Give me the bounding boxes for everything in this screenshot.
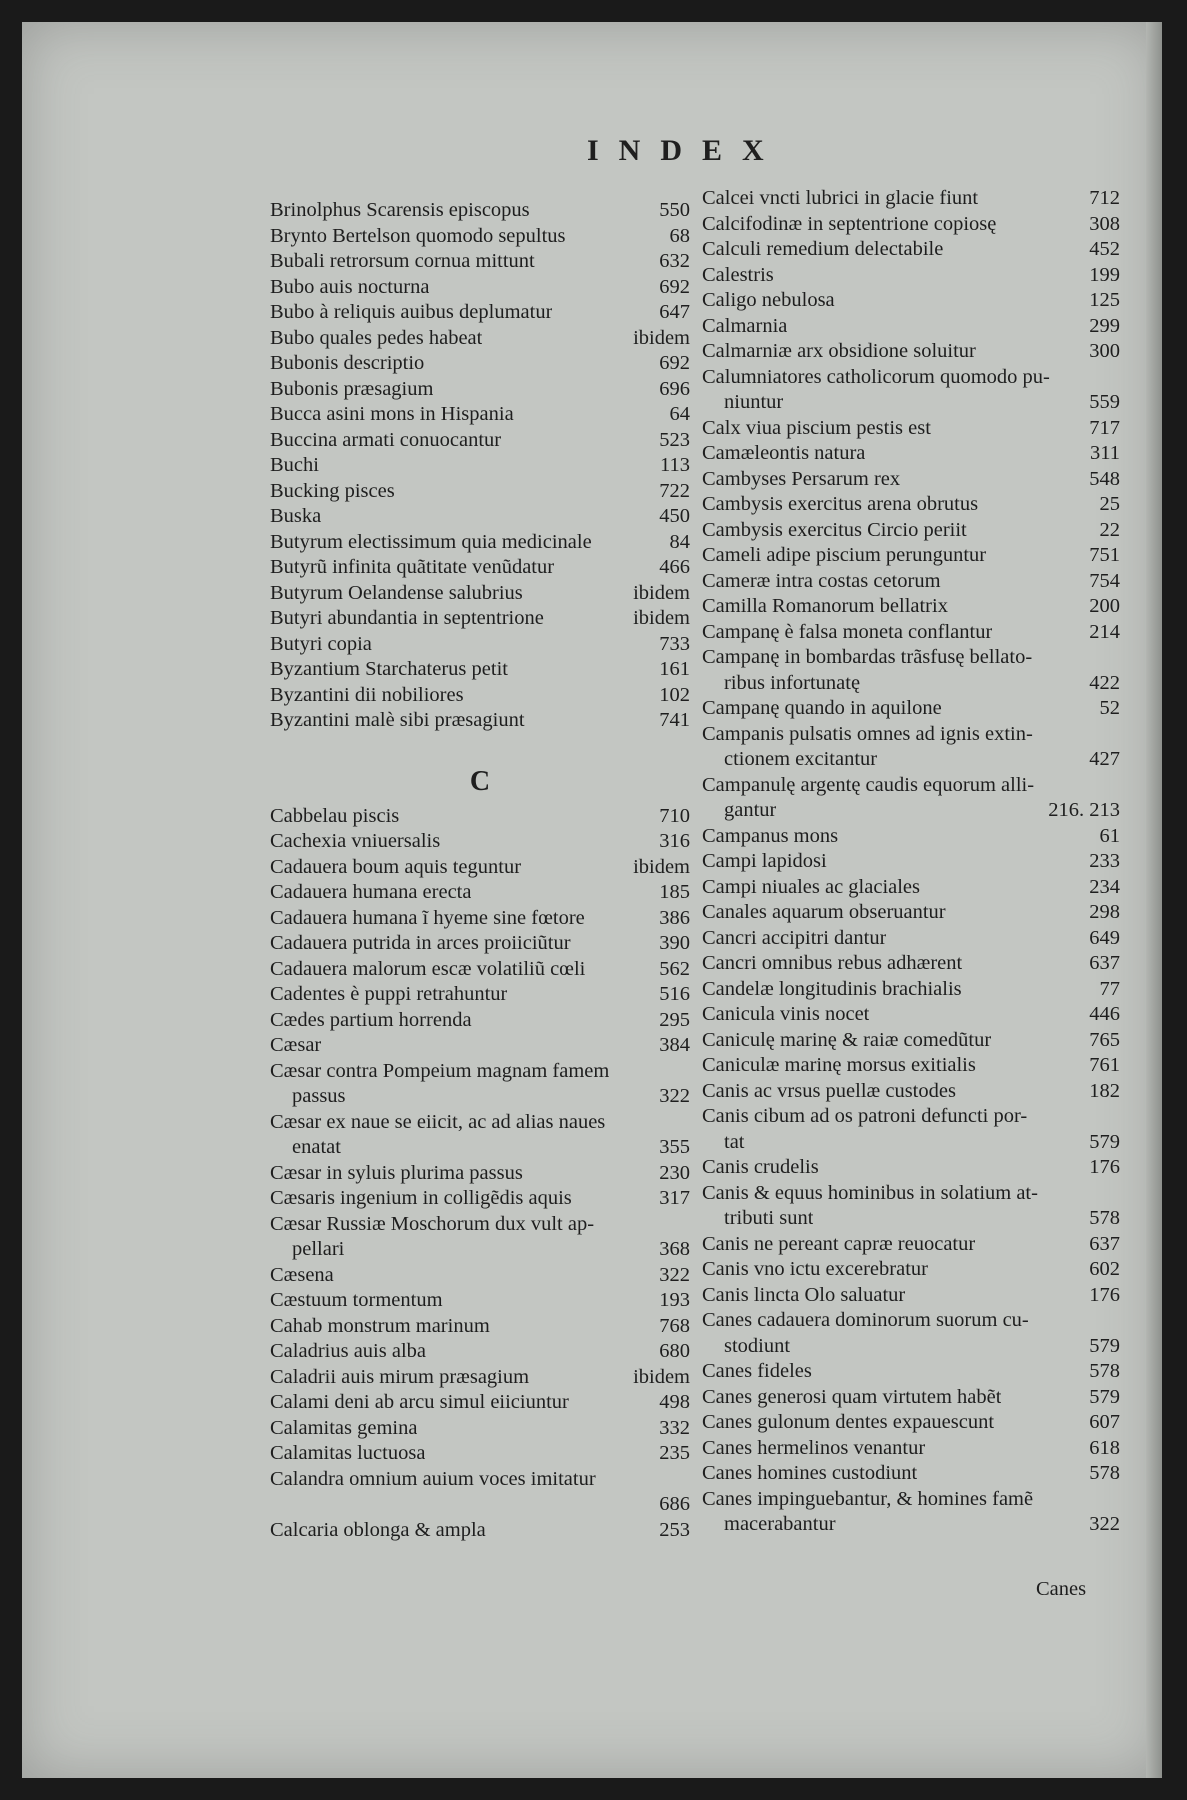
entry-text: Cæsar contra Pompeium magnam famem (270, 1059, 610, 1082)
entry-page: 578 (1089, 1207, 1120, 1229)
entry-page: 176 (1089, 1156, 1120, 1178)
entry-page: 214 (1089, 620, 1120, 643)
entry-text-continued: enatat (292, 1136, 341, 1158)
entry-text: Cadauera humana ĩ hyeme sine fœtore (270, 906, 585, 929)
entry-text: Cambysis exercitus Circio periit (702, 518, 967, 541)
entry-page: 64 (669, 403, 690, 425)
index-entry (702, 824, 1120, 850)
entry-text: Campanę è falsa moneta conflantur (702, 620, 993, 643)
index-entry (702, 620, 1120, 646)
entry-page: 176 (1089, 1283, 1120, 1306)
entry-page: ibidem (633, 855, 690, 878)
entry-page: 765 (1089, 1028, 1120, 1051)
entry-text: Cadauera putrida in arces proiiciũtur (270, 932, 571, 954)
index-entry (702, 900, 1120, 926)
entry-page: 322 (1089, 1513, 1120, 1535)
index-entry (702, 288, 1120, 314)
index-entry (702, 696, 1120, 722)
entry-page: 235 (659, 1442, 690, 1464)
entry-text: Cæsar in syluis plurima passus (270, 1161, 523, 1184)
entry-text: Caladrius auis alba (270, 1340, 426, 1362)
entry-text: Cambyses Persarum rex (702, 467, 901, 490)
index-entry (702, 926, 1120, 952)
entry-text: Campi niuales ac glaciales (702, 875, 921, 898)
index-entry (270, 1059, 690, 1110)
entry-page: 322 (659, 1085, 690, 1107)
entry-text: Butyri abundantia in septentrione (270, 607, 544, 629)
entry-page: 692 (659, 352, 690, 374)
entry-page: 450 (659, 505, 690, 527)
entry-text: Bucking pisces (270, 479, 395, 502)
entry-text: Campanę in bombardas trãsfusę bellato- (702, 646, 1033, 668)
entry-text: Brinolphus Scarensis episcopus (270, 199, 530, 221)
index-entry (270, 829, 690, 855)
entry-text-continued: stodiunt (724, 1334, 791, 1357)
entry-page: 452 (1089, 238, 1120, 260)
index-entry (702, 1359, 1120, 1385)
entry-text: Bubo quales pedes habeat (270, 326, 483, 349)
entry-text: Canis lincta Olo saluatur (702, 1283, 906, 1306)
entry-text: Calandra omnium auium voces imitatur (270, 1467, 596, 1490)
entry-text: Calcaria oblonga & ampla (270, 1518, 486, 1541)
entry-page: 751 (1089, 544, 1120, 566)
entry-page: 61 (1099, 824, 1120, 847)
index-entry (270, 530, 690, 556)
index-entry (270, 479, 690, 505)
page-header: INDEX (587, 134, 784, 167)
index-entry (702, 1028, 1120, 1054)
entry-page: 68 (669, 224, 690, 247)
entry-text: Cambysis exercitus arena obrutus (702, 493, 979, 515)
entry-text: Calculi remedium delectabile (702, 238, 944, 260)
entry-page: 647 (659, 301, 690, 323)
entry-text-continued: passus (292, 1085, 346, 1107)
entry-page: 25 (1099, 493, 1120, 515)
book-page (22, 22, 1162, 1778)
entry-text: Canes homines custodiunt (702, 1462, 918, 1484)
index-entry (702, 1283, 1120, 1309)
entry-page: 422 (1089, 671, 1120, 694)
entry-page: 692 (659, 275, 690, 298)
index-entry (270, 957, 690, 983)
index-entry (270, 275, 690, 301)
entry-text: Canes generosi quam virtutem habẽt (702, 1385, 1002, 1408)
entry-page: 637 (1089, 1232, 1120, 1255)
index-entry (702, 543, 1120, 569)
entry-text: Cahab monstrum marinum (270, 1314, 490, 1337)
index-entry (270, 300, 690, 326)
entry-page: ibidem (633, 607, 690, 629)
index-entry (702, 875, 1120, 901)
index-entry (270, 1161, 690, 1187)
index-entry (270, 1441, 690, 1467)
entry-text-continued: macerabantur (724, 1513, 836, 1535)
entry-text: Canicula vinis nocet (702, 1003, 870, 1025)
index-entry (270, 1467, 690, 1518)
entry-text: Byzantini dii nobiliores (270, 683, 464, 706)
entry-text: Calamitas gemina (270, 1416, 418, 1439)
entry-text: Canes fideles (702, 1360, 812, 1382)
index-column-right (702, 186, 1120, 1538)
entry-page: 182 (1089, 1079, 1120, 1102)
index-entry (702, 416, 1120, 442)
index-entry (270, 1263, 690, 1289)
entry-page: 649 (1089, 926, 1120, 949)
index-entry (270, 377, 690, 403)
entry-text: Canis ac vrsus puellæ custodes (702, 1079, 956, 1102)
entry-page: 125 (1089, 289, 1120, 311)
index-entry (270, 326, 690, 352)
index-entry (702, 594, 1120, 620)
index-entry (270, 402, 690, 428)
entry-text: Calami deni ab arcu simul eiiciuntur (270, 1391, 569, 1413)
index-entry (270, 1390, 690, 1416)
entry-text: Cæsaris ingenium in colligẽdis aquis (270, 1187, 572, 1209)
index-entry (702, 186, 1120, 212)
entry-text: Butyrũ infinita quãtitate venũdatur (270, 556, 555, 578)
entry-text: Calcifodinæ in septentrione copiosę (702, 212, 997, 235)
entry-page: 311 (1090, 442, 1120, 464)
entry-page: 562 (659, 957, 690, 980)
entry-text: Cancri accipitri dantur (702, 926, 887, 949)
entry-page: 754 (1089, 569, 1120, 592)
index-entry (270, 1110, 690, 1161)
section-letter: C (469, 765, 491, 797)
entry-text: Calestris (702, 263, 774, 286)
entry-page: 602 (1089, 1258, 1120, 1280)
entry-text: Canes cadauera dominorum suorum cu- (702, 1309, 1029, 1331)
entry-page: 113 (660, 454, 690, 476)
index-entry (702, 1436, 1120, 1462)
entry-text: Bubo à reliquis auibus deplumatur (270, 301, 553, 323)
entry-text-continued: gantur (724, 799, 777, 821)
index-entry (702, 1308, 1120, 1359)
index-entry (270, 804, 690, 830)
entry-page: 733 (659, 632, 690, 655)
index-entry (702, 849, 1120, 875)
index-entry (702, 1104, 1120, 1155)
index-entry (270, 1365, 690, 1391)
entry-page: 185 (659, 881, 690, 903)
entry-page: 427 (1089, 748, 1120, 770)
index-entry (270, 683, 690, 709)
index-entry (270, 632, 690, 658)
entry-text: Canis cibum ad os patroni defuncti por- (702, 1105, 1028, 1127)
entry-page: 390 (659, 932, 690, 954)
index-entry (270, 249, 690, 275)
entry-text-continued: niuntur (724, 391, 784, 413)
entry-text: Cachexia vniuersalis (270, 830, 441, 852)
index-entry (702, 722, 1120, 773)
entry-page: 384 (659, 1034, 690, 1056)
entry-page: 386 (659, 906, 690, 929)
entry-page: 578 (1089, 1360, 1120, 1382)
entry-page: 516 (659, 983, 690, 1005)
entry-text: Canis & equus hominibus in solatium at- (702, 1181, 1038, 1204)
entry-page: 550 (659, 199, 690, 221)
index-entry (270, 351, 690, 377)
index-entry (270, 1416, 690, 1442)
entry-page: 161 (659, 658, 690, 680)
entry-page: 322 (659, 1263, 690, 1286)
index-entry (702, 569, 1120, 595)
entry-text: Cabbelau piscis (270, 804, 400, 827)
index-entry (702, 645, 1120, 696)
entry-text: Campanus mons (702, 824, 839, 847)
entry-text: Camæleontis natura (702, 442, 866, 464)
index-entry (702, 951, 1120, 977)
index-entry (270, 1314, 690, 1340)
entry-page: 446 (1089, 1003, 1120, 1025)
entry-text: Caniculæ marinę morsus exitialis (702, 1054, 976, 1076)
entry-text: Calx viua piscium pestis est (702, 416, 931, 439)
entry-page: 579 (1089, 1130, 1120, 1153)
entry-text: Byzantini malè sibi præsagiunt (270, 709, 525, 731)
entry-text: Bubo auis nocturna (270, 275, 430, 298)
index-entry (270, 453, 690, 479)
index-entry (702, 773, 1120, 824)
index-entry (270, 1518, 690, 1544)
entry-text: Campanis pulsatis omnes ad ignis extin- (702, 722, 1033, 745)
index-entry (270, 982, 690, 1008)
index-entry (270, 555, 690, 581)
index-entry (702, 1181, 1120, 1232)
index-entry (270, 855, 690, 881)
entry-page: ibidem (633, 581, 690, 604)
index-entry (270, 657, 690, 683)
entry-text-continued: pellari (292, 1238, 345, 1260)
entry-page: 578 (1089, 1462, 1120, 1484)
index-entry (270, 198, 690, 224)
entry-text: Cæsar ex naue se eiicit, ac ad alias naues (270, 1110, 606, 1133)
entry-page: 77 (1099, 977, 1120, 1000)
entry-text: Campanulę argentę caudis equorum alli- (702, 773, 1035, 796)
index-entry (270, 1339, 690, 1365)
index-entry (702, 1410, 1120, 1436)
entry-page: 710 (659, 804, 690, 827)
entry-page: 234 (1089, 875, 1120, 898)
entry-page: 299 (1089, 314, 1120, 337)
entry-page: 579 (1089, 1385, 1120, 1408)
index-entry (270, 224, 690, 250)
entry-page: 761 (1089, 1054, 1120, 1076)
entry-text: Campi lapidosi (702, 850, 827, 872)
entry-page: 300 (1089, 340, 1120, 362)
index-entry (702, 977, 1120, 1003)
entry-text: Canis ne pereant capræ reuocatur (702, 1232, 976, 1255)
index-entry (270, 708, 690, 734)
entry-page: 308 (1089, 212, 1120, 235)
index-entry (702, 1232, 1120, 1258)
entry-text: Canis vno ictu excerebratur (702, 1258, 928, 1280)
index-entry (702, 467, 1120, 493)
entry-page: 316 (659, 830, 690, 852)
entry-text: Buchi (270, 454, 319, 476)
entry-page: ibidem (633, 326, 690, 349)
index-entry (702, 1257, 1120, 1283)
index-entry (702, 212, 1120, 238)
entry-page: 193 (659, 1289, 690, 1311)
entry-text-continued: ribus infortunatę (724, 671, 861, 694)
index-entry (702, 1155, 1120, 1181)
entry-page: 637 (1089, 952, 1120, 974)
entry-page: 332 (659, 1416, 690, 1439)
entry-text: Candelæ longitudinis brachialis (702, 977, 962, 1000)
entry-text: Canes gulonum dentes expauescunt (702, 1411, 995, 1433)
entry-page: 680 (659, 1340, 690, 1362)
entry-page: 355 (659, 1136, 690, 1158)
entry-page: 579 (1089, 1334, 1120, 1357)
entry-text: Calcei vncti lubrici in glacie fiunt (702, 187, 979, 209)
index-entry (270, 1212, 690, 1263)
index-entry (270, 906, 690, 932)
entry-text: Canales aquarum obseruantur (702, 901, 946, 923)
entry-text: Byzantium Starchaterus petit (270, 658, 508, 680)
index-entry (270, 880, 690, 906)
entry-text-continued: ctionem excitantur (724, 748, 878, 770)
index-entry (702, 492, 1120, 518)
index-entry (702, 441, 1120, 467)
entry-text: Cæstuum tormentum (270, 1289, 443, 1311)
entry-text: Camilla Romanorum bellatrix (702, 595, 948, 617)
entry-text: Calmarniæ arx obsidione soluitur (702, 340, 976, 362)
entry-text: Campanę quando in aquilone (702, 697, 942, 719)
entry-page: 523 (659, 428, 690, 451)
index-entry (270, 1186, 690, 1212)
entry-text: Buska (270, 505, 322, 527)
index-entry (270, 1288, 690, 1314)
entry-page: 768 (659, 1314, 690, 1337)
index-entry (702, 237, 1120, 263)
index-entry (702, 263, 1120, 289)
index-entry (702, 1385, 1120, 1411)
entry-text: Butyrum Oelandense salubrius (270, 581, 523, 604)
index-entry (702, 1002, 1120, 1028)
index-entry (270, 428, 690, 454)
entry-page: 618 (1089, 1436, 1120, 1459)
entry-text-continued: tributi sunt (724, 1207, 814, 1229)
entry-text: Cameli adipe piscium perunguntur (702, 544, 987, 566)
entry-text: Calumniatores catholicorum quomodo pu- (702, 365, 1050, 388)
entry-page: 559 (1089, 391, 1120, 413)
index-entry (702, 314, 1120, 340)
index-entry (702, 339, 1120, 365)
entry-page: 607 (1089, 1411, 1120, 1433)
entry-page: 253 (659, 1518, 690, 1541)
index-column-left (270, 198, 690, 1543)
entry-page: 498 (659, 1391, 690, 1413)
entry-text: Caligo nebulosa (702, 289, 835, 311)
entry-text: Bubonis descriptio (270, 352, 425, 374)
entry-page: 466 (659, 556, 690, 578)
entry-page: 696 (659, 377, 690, 400)
entry-text: Bubonis præsagium (270, 377, 434, 400)
entry-text: Caladrii auis mirum præsagium (270, 1365, 530, 1388)
index-entry (270, 606, 690, 632)
entry-page: 741 (659, 709, 690, 731)
entry-page: 317 (659, 1187, 690, 1209)
entry-page: ibidem (633, 1365, 690, 1388)
entry-page: 632 (659, 250, 690, 272)
entry-page: 722 (659, 479, 690, 502)
entry-text: Cadentes è puppi retrahuntur (270, 983, 508, 1005)
entry-page: 22 (1099, 518, 1120, 541)
entry-page: 233 (1089, 850, 1120, 872)
entry-text: Canis crudelis (702, 1156, 819, 1178)
entry-page: 368 (659, 1238, 690, 1260)
index-entry (270, 931, 690, 957)
entry-page: 230 (659, 1161, 690, 1184)
index-entry (270, 504, 690, 530)
entry-text: Cancri omnibus rebus adhærent (702, 952, 963, 974)
entry-page: 199 (1089, 263, 1120, 286)
entry-text-continued: tat (724, 1130, 745, 1153)
entry-page: 102 (659, 683, 690, 706)
entry-text: Cæsena (270, 1263, 334, 1286)
index-entry (270, 581, 690, 607)
entry-text: Butyrum electissimum quia medicinale (270, 530, 592, 553)
index-entry (270, 1008, 690, 1034)
entry-text: Caniculę marinę & raiæ comedũtur (702, 1028, 992, 1051)
page-gutter (1146, 22, 1162, 1778)
entry-page: 717 (1089, 416, 1120, 439)
index-entry (702, 1079, 1120, 1105)
entry-text: Cadauera humana erecta (270, 881, 472, 903)
entry-text: Cæsar (270, 1034, 322, 1056)
entry-page: 84 (669, 530, 690, 553)
entry-page: 548 (1089, 467, 1120, 490)
entry-page: 298 (1089, 901, 1120, 923)
index-entry (702, 1487, 1120, 1538)
entry-text: Calamitas luctuosa (270, 1442, 426, 1464)
entry-text: Bucca asini mons in Hispania (270, 403, 514, 425)
entry-text: Cameræ intra costas cetorum (702, 569, 941, 592)
entry-text: Buccina armati conuocantur (270, 428, 502, 451)
entry-page: 216. 213 (1048, 799, 1120, 821)
index-entry (702, 365, 1120, 416)
entry-text: Cadauera malorum escæ volatiliũ cœli (270, 957, 586, 980)
index-entry (270, 1033, 690, 1059)
entry-text: Brynto Bertelson quomodo sepultus (270, 224, 566, 247)
entry-text: Canes hermelinos venantur (702, 1436, 926, 1459)
entry-text: Cædes partium horrenda (270, 1008, 472, 1031)
entry-page: 295 (659, 1008, 690, 1031)
entry-page: 200 (1089, 595, 1120, 617)
entry-text: Butyri copia (270, 632, 372, 655)
entry-text: Bubali retrorsum cornua mittunt (270, 250, 535, 272)
entry-page: 712 (1089, 187, 1120, 209)
index-entry (702, 518, 1120, 544)
entry-page: 52 (1099, 697, 1120, 719)
index-entry (702, 1461, 1120, 1487)
entry-page: 686 (659, 1493, 690, 1515)
entry-text: Canes impinguebantur, & homines famẽ (702, 1487, 1034, 1510)
entry-text: Cæsar Russiæ Moschorum dux vult ap- (270, 1212, 595, 1235)
index-entry (702, 1053, 1120, 1079)
catchword: Canes (1036, 1578, 1087, 1600)
entry-text: Cadauera boum aquis teguntur (270, 855, 522, 878)
entry-text: Calmarnia (702, 314, 788, 337)
